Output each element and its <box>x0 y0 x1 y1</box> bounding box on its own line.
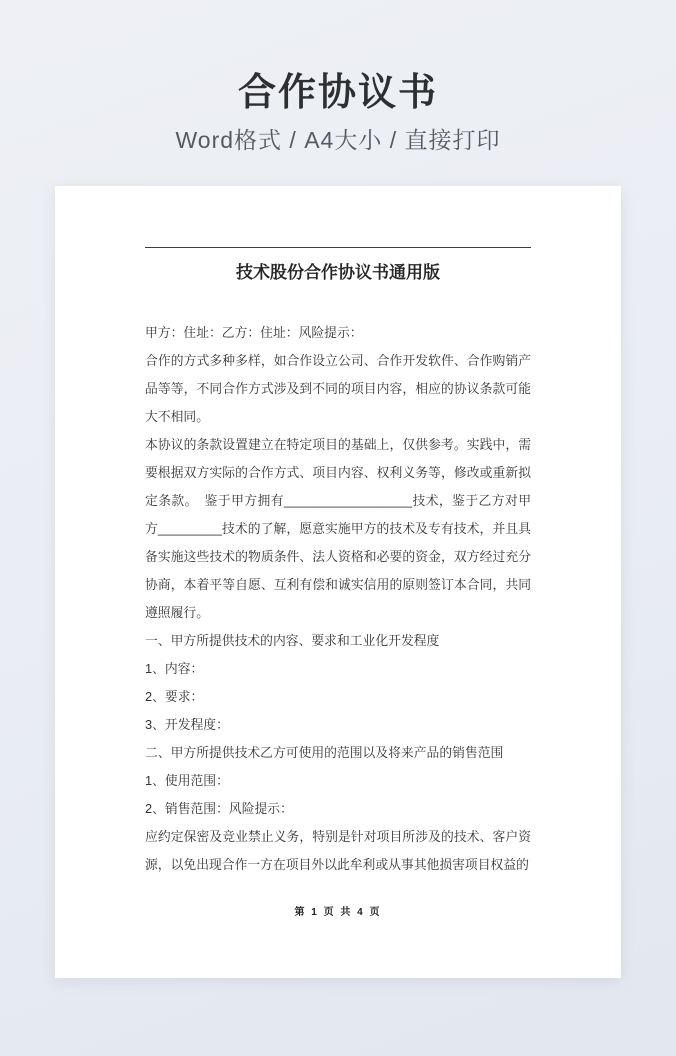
document-paragraph: 1、内容： <box>145 661 204 676</box>
document-top-rule <box>145 247 531 248</box>
document-paragraph: 一、甲方所提供技术的内容、要求和工业化开发程度 <box>145 633 440 648</box>
document-paragraph: 本协议的条款设置建立在特定项目的基础上，仅供参考。实践中，需要根据双方实际的合作方式、项目内容、权利义务等，修改或重新拟定条款。 鉴于甲方拥有__________________技术，鉴于乙方对甲方_________技术的了解，愿意实施甲方的技术及专有技术，并且具备实施这些技术的物质条件、法人资格和必要的资金，双方经过充分协商，本着平等自愿、互利有偿和诚实信用的原则签订本合同，共同遵照履行。 <box>145 437 531 620</box>
document-paragraph: 3、开发程度： <box>145 717 229 732</box>
document-paragraph: 合作的方式多种多样，如合作设立公司、合作开发软件、合作购销产品等等，不同合作方式涉及到不同的项目内容，相应的协议条款可能大不相同。 <box>145 353 531 424</box>
document-paragraph: 1、使用范围： <box>145 773 229 788</box>
document-page <box>55 186 621 978</box>
document-body <box>145 319 531 879</box>
hero-header <box>0 70 676 156</box>
document-paragraph: 2、销售范围：风险提示： <box>145 801 293 816</box>
document-title: 技术股份合作协议书通用版 <box>236 263 440 282</box>
document-paragraph: 甲方：住址：乙方：住址：风险提示： <box>145 325 363 340</box>
hero-title: 合作协议书 <box>237 72 438 114</box>
document-paragraph: 2、要求： <box>145 689 204 704</box>
hero-subtitle: Word格式 / A4大小 / 直接打印 <box>175 127 501 153</box>
page-number-footer: 第 1 页 共 4 页 <box>294 907 382 918</box>
document-paragraph: 应约定保密及竞业禁止义务，特别是针对项目所涉及的技术、客户资源，以免出现合作一方在项目外以此牟利或从事其他损害项目权益的 <box>145 829 531 872</box>
document-paragraph: 二、甲方所提供技术乙方可使用的范围以及将来产品的销售范围 <box>145 745 504 760</box>
